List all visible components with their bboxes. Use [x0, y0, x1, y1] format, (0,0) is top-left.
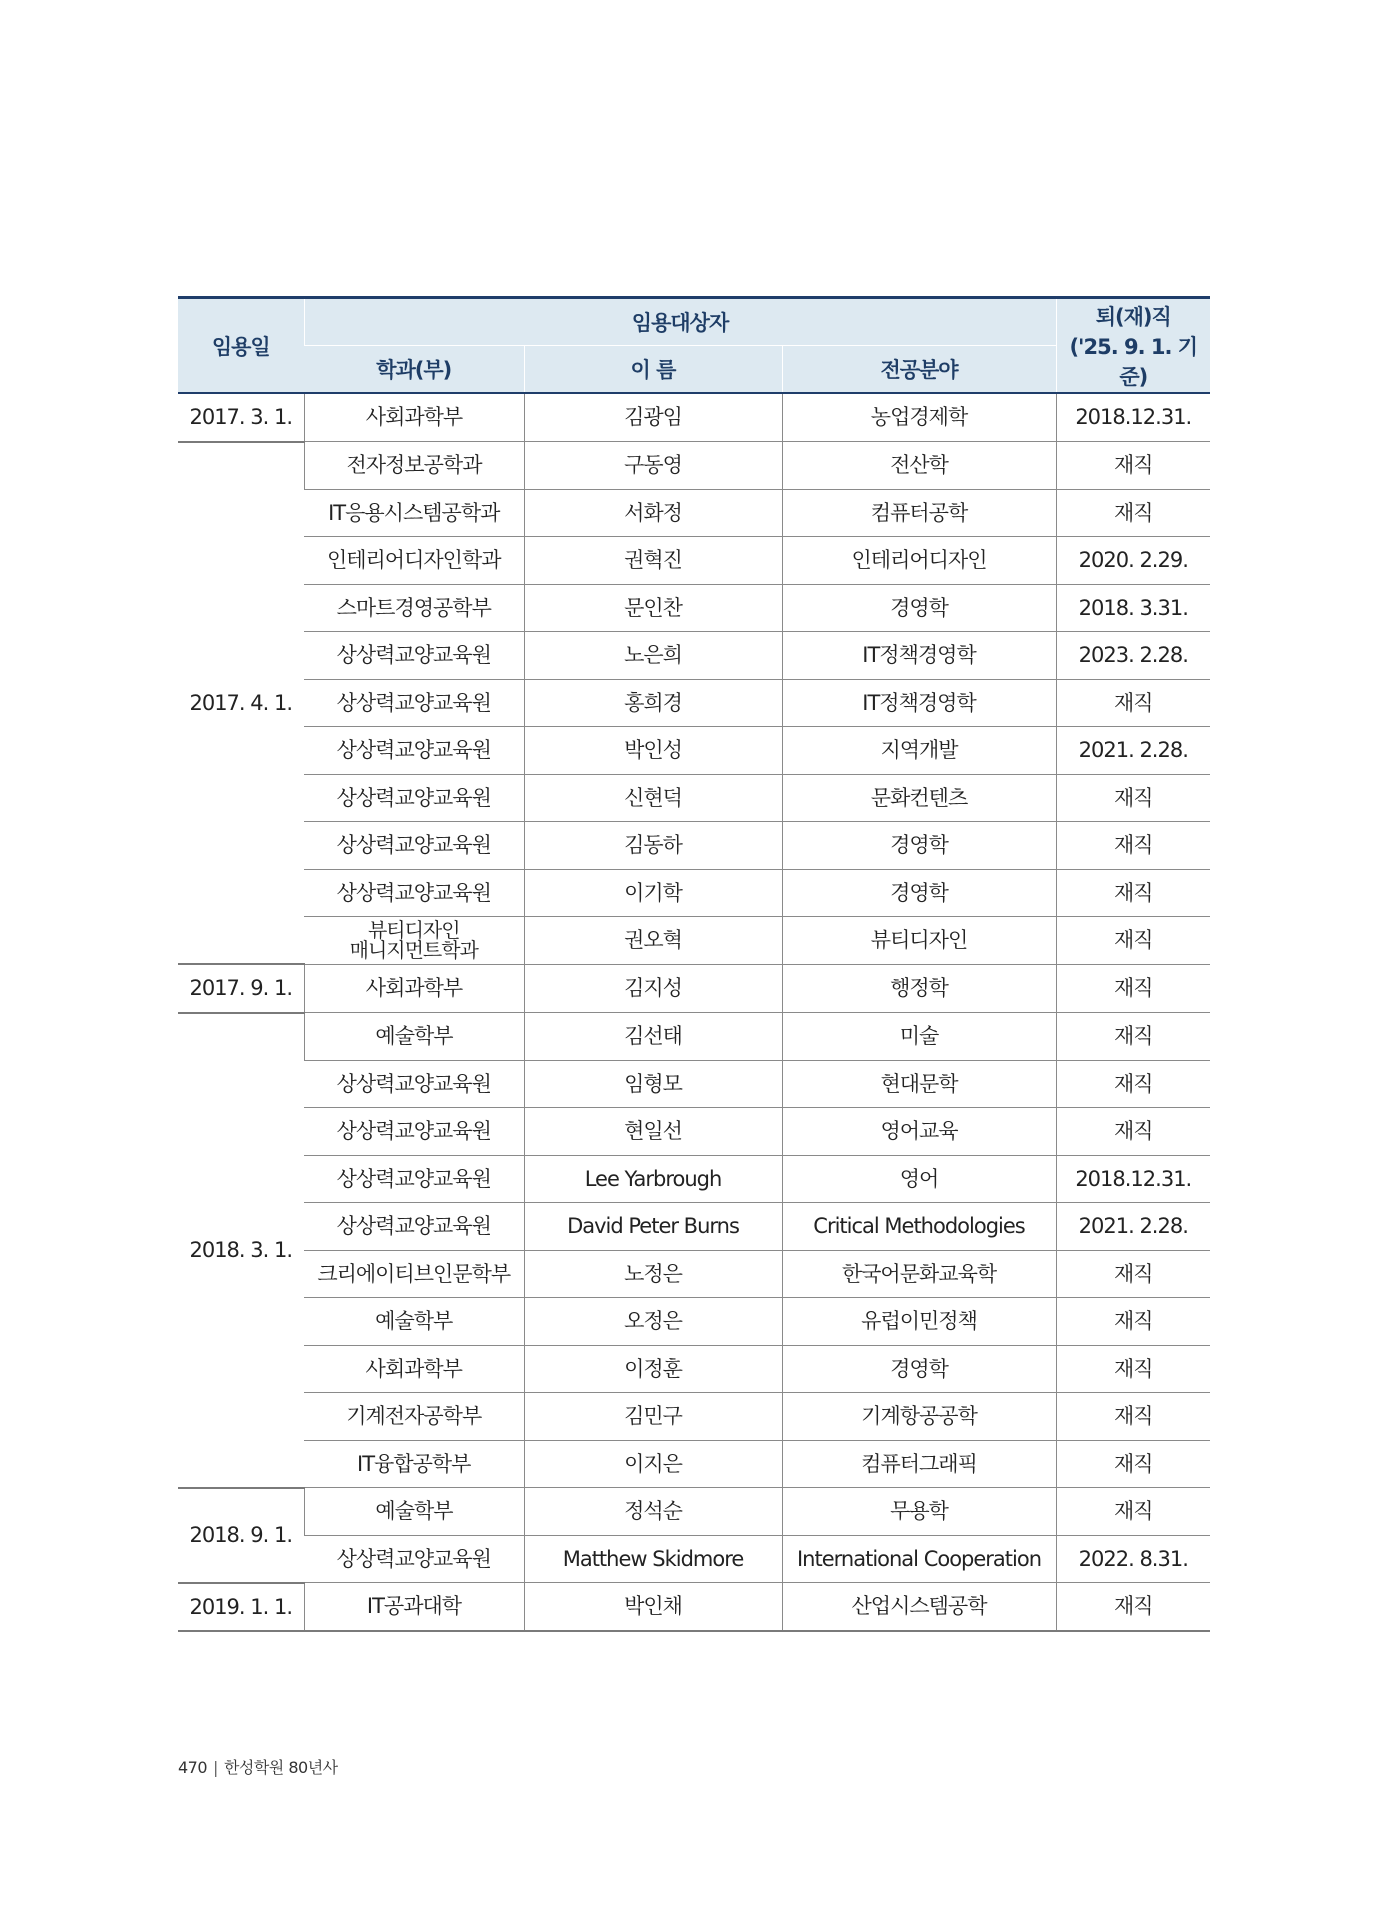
name-cell: 신현덕 — [524, 774, 782, 822]
name-cell: 노은희 — [524, 632, 782, 680]
page-footer — [178, 1755, 338, 1778]
major-field-cell: 영어교육 — [782, 1108, 1056, 1156]
status-cell: 2023. 2.28. — [1056, 632, 1210, 680]
header-status — [1056, 298, 1210, 394]
name-cell: 김광임 — [524, 393, 782, 442]
table-row — [178, 1060, 1210, 1108]
table-row — [178, 1393, 1210, 1441]
table-row — [178, 1583, 1210, 1632]
table-row — [178, 1345, 1210, 1393]
major-field-cell: 경영학 — [782, 822, 1056, 870]
department-cell: 스마트경영공학부 — [304, 584, 524, 632]
table-row — [178, 537, 1210, 585]
header-appointee-group: 임용대상자 — [304, 298, 1056, 346]
status-cell: 재직 — [1056, 822, 1210, 870]
header-name: 이 름 — [524, 346, 782, 394]
department-cell: 크리에이티브인문학부 — [304, 1250, 524, 1298]
table-row — [178, 869, 1210, 917]
page-number: 470 — [178, 1758, 208, 1777]
department-line1: 뷰티디자인 — [367, 917, 460, 942]
status-cell: 재직 — [1056, 917, 1210, 965]
status-cell: 재직 — [1056, 869, 1210, 917]
table-row — [178, 1203, 1210, 1251]
major-field-cell: 미술 — [782, 1013, 1056, 1061]
department-cell: 상상력교양교육원 — [304, 774, 524, 822]
major-field-cell: 컴퓨터공학 — [782, 489, 1056, 537]
name-cell: 홍희경 — [524, 679, 782, 727]
header-major-field: 전공분야 — [782, 346, 1056, 394]
department-cell: 전자정보공학과 — [304, 442, 524, 490]
major-field-cell: Critical Methodologies — [782, 1203, 1056, 1251]
department-cell: 상상력교양교육원 — [304, 1155, 524, 1203]
name-cell: 박인채 — [524, 1583, 782, 1632]
table-row — [178, 489, 1210, 537]
name-cell: 구동영 — [524, 442, 782, 490]
department-cell: 상상력교양교육원 — [304, 679, 524, 727]
major-field-cell: 행정학 — [782, 964, 1056, 1013]
name-cell: Matthew Skidmore — [524, 1535, 782, 1583]
department-two-line — [349, 917, 478, 962]
name-cell: 권오혁 — [524, 917, 782, 965]
major-field-cell: 기계항공공학 — [782, 1393, 1056, 1441]
status-cell: 재직 — [1056, 964, 1210, 1013]
department-cell: 상상력교양교육원 — [304, 727, 524, 775]
department-cell: 사회과학부 — [304, 393, 524, 442]
major-field-cell: 인테리어디자인 — [782, 537, 1056, 585]
major-field-cell: 전산학 — [782, 442, 1056, 490]
major-field-cell: 농업경제학 — [782, 393, 1056, 442]
major-field-cell: IT정책경영학 — [782, 679, 1056, 727]
header-department: 학과(부) — [304, 346, 524, 394]
name-cell: 이지은 — [524, 1440, 782, 1488]
department-cell: 상상력교양교육원 — [304, 1108, 524, 1156]
table-row — [178, 442, 1210, 490]
department-cell: IT응용시스템공학과 — [304, 489, 524, 537]
department-cell: 상상력교양교육원 — [304, 1060, 524, 1108]
table-row — [178, 1488, 1210, 1536]
name-cell: 김선태 — [524, 1013, 782, 1061]
major-field-cell: 경영학 — [782, 584, 1056, 632]
appointment-date-cell: 2017. 4. 1. — [178, 442, 304, 965]
department-cell: 기계전자공학부 — [304, 1393, 524, 1441]
status-cell: 재직 — [1056, 774, 1210, 822]
status-cell: 재직 — [1056, 1298, 1210, 1346]
status-cell: 재직 — [1056, 1013, 1210, 1061]
status-cell: 재직 — [1056, 1345, 1210, 1393]
status-cell: 2018.12.31. — [1056, 393, 1210, 442]
major-field-cell: 무용학 — [782, 1488, 1056, 1536]
status-cell: 2022. 8.31. — [1056, 1535, 1210, 1583]
status-cell: 2021. 2.28. — [1056, 1203, 1210, 1251]
status-cell: 재직 — [1056, 1393, 1210, 1441]
header-status-line1: 퇴(재)직 — [1095, 304, 1171, 329]
department-cell: 사회과학부 — [304, 964, 524, 1013]
status-cell: 재직 — [1056, 1440, 1210, 1488]
table-row — [178, 1440, 1210, 1488]
table-row — [178, 727, 1210, 775]
major-field-cell: 문화컨텐츠 — [782, 774, 1056, 822]
table-header — [178, 298, 1210, 394]
name-cell: 이정훈 — [524, 1345, 782, 1393]
department-cell — [304, 917, 524, 965]
status-cell: 재직 — [1056, 1250, 1210, 1298]
major-field-cell: 지역개발 — [782, 727, 1056, 775]
department-cell: 인테리어디자인학과 — [304, 537, 524, 585]
status-cell: 2020. 2.29. — [1056, 537, 1210, 585]
table-row — [178, 584, 1210, 632]
appointment-table — [178, 296, 1210, 1632]
table-row — [178, 632, 1210, 680]
status-cell: 재직 — [1056, 1488, 1210, 1536]
major-field-cell: 유럽이민정책 — [782, 1298, 1056, 1346]
major-field-cell: 뷰티디자인 — [782, 917, 1056, 965]
name-cell: 오정은 — [524, 1298, 782, 1346]
appointment-date-cell: 2018. 3. 1. — [178, 1013, 304, 1488]
department-cell: 상상력교양교육원 — [304, 869, 524, 917]
major-field-cell: 현대문학 — [782, 1060, 1056, 1108]
major-field-cell: 산업시스템공학 — [782, 1583, 1056, 1632]
appointment-date-cell: 2017. 9. 1. — [178, 964, 304, 1013]
status-cell: 재직 — [1056, 442, 1210, 490]
department-cell: IT공과대학 — [304, 1583, 524, 1632]
name-cell: 서화정 — [524, 489, 782, 537]
status-cell: 재직 — [1056, 679, 1210, 727]
name-cell: 이기학 — [524, 869, 782, 917]
major-field-cell: 경영학 — [782, 1345, 1056, 1393]
table-row — [178, 964, 1210, 1013]
name-cell: 현일선 — [524, 1108, 782, 1156]
header-appointment-date: 임용일 — [178, 298, 304, 394]
status-cell: 2018.12.31. — [1056, 1155, 1210, 1203]
name-cell: 권혁진 — [524, 537, 782, 585]
status-cell: 재직 — [1056, 1583, 1210, 1632]
major-field-cell: IT정책경영학 — [782, 632, 1056, 680]
department-line2: 매니지먼트학과 — [349, 937, 478, 962]
name-cell: 박인성 — [524, 727, 782, 775]
table-body — [178, 393, 1210, 1631]
table-row — [178, 1535, 1210, 1583]
table-row — [178, 1108, 1210, 1156]
name-cell: 노정은 — [524, 1250, 782, 1298]
name-cell: David Peter Burns — [524, 1203, 782, 1251]
name-cell: 임형모 — [524, 1060, 782, 1108]
status-cell: 재직 — [1056, 489, 1210, 537]
appointment-date-cell: 2019. 1. 1. — [178, 1583, 304, 1632]
name-cell: 김동하 — [524, 822, 782, 870]
table-row — [178, 393, 1210, 442]
major-field-cell: 한국어문화교육학 — [782, 1250, 1056, 1298]
department-cell: 예술학부 — [304, 1488, 524, 1536]
major-field-cell: 컴퓨터그래픽 — [782, 1440, 1056, 1488]
department-cell: 예술학부 — [304, 1013, 524, 1061]
table-row — [178, 679, 1210, 727]
department-cell: 상상력교양교육원 — [304, 632, 524, 680]
department-cell: 사회과학부 — [304, 1345, 524, 1393]
name-cell: Lee Yarbrough — [524, 1155, 782, 1203]
major-field-cell: 경영학 — [782, 869, 1056, 917]
department-cell: 예술학부 — [304, 1298, 524, 1346]
status-cell: 재직 — [1056, 1108, 1210, 1156]
appointment-date-cell: 2017. 3. 1. — [178, 393, 304, 442]
table-row — [178, 1013, 1210, 1061]
appointment-date-cell: 2018. 9. 1. — [178, 1488, 304, 1583]
table-row — [178, 917, 1210, 965]
name-cell: 김지성 — [524, 964, 782, 1013]
status-cell: 2018. 3.31. — [1056, 584, 1210, 632]
table-row — [178, 1298, 1210, 1346]
name-cell: 김민구 — [524, 1393, 782, 1441]
table-row — [178, 1250, 1210, 1298]
name-cell: 문인찬 — [524, 584, 782, 632]
department-cell: IT융합공학부 — [304, 1440, 524, 1488]
status-cell: 2021. 2.28. — [1056, 727, 1210, 775]
major-field-cell: International Cooperation — [782, 1535, 1056, 1583]
status-cell: 재직 — [1056, 1060, 1210, 1108]
department-cell: 상상력교양교육원 — [304, 1203, 524, 1251]
major-field-cell: 영어 — [782, 1155, 1056, 1203]
department-cell: 상상력교양교육원 — [304, 822, 524, 870]
header-status-line2: ('25. 9. 1. 기준) — [1069, 334, 1198, 389]
footer-separator: | — [213, 1758, 218, 1777]
table-row — [178, 1155, 1210, 1203]
book-title: 한성학원 80년사 — [223, 1758, 338, 1777]
name-cell: 정석순 — [524, 1488, 782, 1536]
table-row — [178, 774, 1210, 822]
department-cell: 상상력교양교육원 — [304, 1535, 524, 1583]
table-row — [178, 822, 1210, 870]
